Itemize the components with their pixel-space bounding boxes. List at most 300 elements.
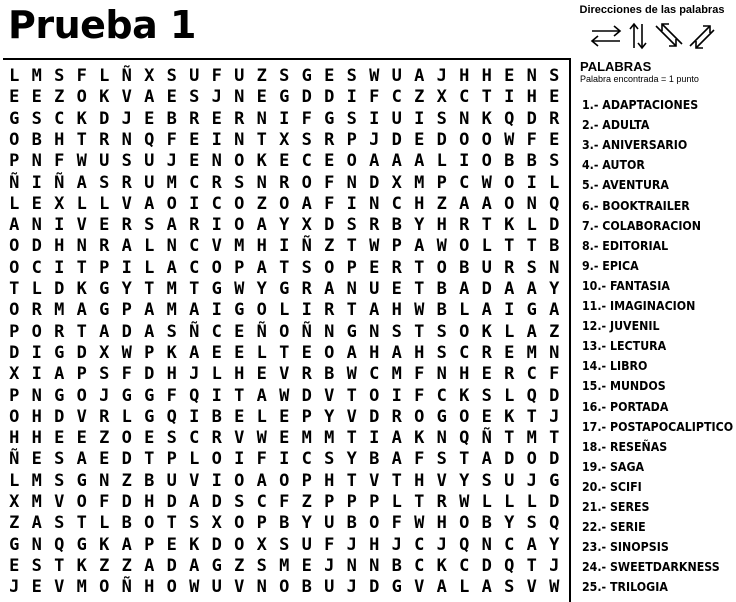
grid-cell[interactable]: N bbox=[99, 470, 110, 491]
grid-cell[interactable]: C bbox=[436, 385, 447, 406]
grid-cell[interactable]: O bbox=[279, 321, 290, 342]
grid-cell[interactable]: L bbox=[9, 66, 20, 86]
grid-cell[interactable]: P bbox=[301, 406, 312, 427]
grid-cell[interactable]: B bbox=[369, 449, 380, 470]
grid-cell[interactable]: I bbox=[211, 470, 222, 491]
grid-cell[interactable]: Z bbox=[256, 66, 267, 86]
grid-cell[interactable]: V bbox=[121, 193, 132, 214]
grid-cell[interactable]: I bbox=[234, 449, 245, 470]
grid-cell[interactable]: A bbox=[391, 428, 402, 449]
grid-cell[interactable]: H bbox=[369, 534, 380, 555]
grid-cell[interactable]: N bbox=[549, 342, 560, 363]
grid-cell[interactable]: A bbox=[481, 577, 492, 598]
grid-cell[interactable]: E bbox=[9, 87, 20, 108]
grid-cell[interactable]: S bbox=[481, 385, 492, 406]
grid-cell[interactable]: S bbox=[301, 257, 312, 278]
grid-cell[interactable]: I bbox=[459, 151, 470, 172]
grid-cell[interactable]: P bbox=[234, 257, 245, 278]
grid-cell[interactable]: C bbox=[391, 87, 402, 108]
grid-cell[interactable]: V bbox=[121, 87, 132, 108]
grid-cell[interactable]: E bbox=[256, 87, 267, 108]
grid-cell[interactable]: D bbox=[549, 492, 560, 512]
grid-cell[interactable]: Q bbox=[504, 108, 515, 129]
grid-cell[interactable]: L bbox=[144, 257, 155, 278]
grid-cell[interactable]: R bbox=[189, 215, 200, 236]
grid-cell[interactable]: D bbox=[481, 279, 492, 299]
grid-cell[interactable]: E bbox=[166, 534, 177, 555]
grid-cell[interactable]: S bbox=[31, 108, 42, 129]
grid-cell[interactable]: B bbox=[391, 215, 402, 236]
grid-cell[interactable]: O bbox=[9, 257, 20, 278]
grid-cell[interactable]: B bbox=[436, 300, 447, 321]
grid-cell[interactable]: D bbox=[549, 449, 560, 470]
grid-cell[interactable]: S bbox=[166, 321, 177, 342]
grid-cell[interactable]: B bbox=[211, 406, 222, 427]
grid-cell[interactable]: Ñ bbox=[256, 321, 267, 342]
grid-cell[interactable]: T bbox=[256, 129, 267, 150]
grid-cell[interactable]: E bbox=[189, 129, 200, 150]
grid-cell[interactable]: W bbox=[76, 151, 87, 172]
grid-cell[interactable]: T bbox=[54, 555, 65, 576]
grid-cell[interactable]: L bbox=[481, 236, 492, 257]
grid-cell[interactable]: Ñ bbox=[301, 236, 312, 257]
grid-cell[interactable]: S bbox=[99, 364, 110, 385]
grid-cell[interactable]: K bbox=[504, 406, 515, 427]
grid-cell[interactable]: R bbox=[459, 215, 470, 236]
grid-cell[interactable]: U bbox=[144, 151, 155, 172]
grid-cell[interactable]: Y bbox=[279, 215, 290, 236]
grid-cell[interactable]: S bbox=[144, 215, 155, 236]
grid-cell[interactable]: L bbox=[211, 364, 222, 385]
grid-cell[interactable]: N bbox=[256, 108, 267, 129]
grid-cell[interactable]: O bbox=[459, 513, 470, 534]
grid-cell[interactable]: S bbox=[54, 66, 65, 86]
grid-cell[interactable]: Z bbox=[324, 236, 335, 257]
grid-cell[interactable]: B bbox=[459, 257, 470, 278]
grid-cell[interactable]: V bbox=[54, 492, 65, 512]
grid-cell[interactable]: S bbox=[54, 449, 65, 470]
grid-cell[interactable]: A bbox=[166, 215, 177, 236]
grid-cell[interactable]: L bbox=[189, 449, 200, 470]
grid-cell[interactable]: H bbox=[459, 66, 470, 86]
grid-cell[interactable]: N bbox=[369, 321, 380, 342]
grid-cell[interactable]: F bbox=[414, 385, 425, 406]
grid-cell[interactable]: Z bbox=[121, 555, 132, 576]
grid-cell[interactable]: Z bbox=[549, 321, 560, 342]
grid-cell[interactable]: I bbox=[31, 364, 42, 385]
grid-cell[interactable]: H bbox=[436, 513, 447, 534]
grid-cell[interactable]: A bbox=[369, 300, 380, 321]
grid-cell[interactable]: J bbox=[549, 406, 560, 427]
grid-cell[interactable]: P bbox=[144, 342, 155, 363]
grid-cell[interactable]: A bbox=[256, 257, 267, 278]
grid-cell[interactable]: E bbox=[324, 151, 335, 172]
grid-cell[interactable]: O bbox=[436, 257, 447, 278]
grid-cell[interactable]: J bbox=[211, 87, 222, 108]
grid-cell[interactable]: X bbox=[99, 342, 110, 363]
grid-cell[interactable]: E bbox=[301, 342, 312, 363]
grid-cell[interactable]: Y bbox=[121, 279, 132, 299]
grid-cell[interactable]: O bbox=[459, 236, 470, 257]
grid-cell[interactable]: R bbox=[549, 108, 560, 129]
grid-cell[interactable]: S bbox=[234, 172, 245, 193]
grid-cell[interactable]: R bbox=[189, 108, 200, 129]
grid-cell[interactable]: N bbox=[31, 534, 42, 555]
grid-cell[interactable]: A bbox=[144, 87, 155, 108]
grid-cell[interactable]: H bbox=[391, 300, 402, 321]
grid-cell[interactable]: J bbox=[549, 555, 560, 576]
grid-cell[interactable]: T bbox=[346, 236, 357, 257]
grid-cell[interactable]: C bbox=[31, 257, 42, 278]
grid-cell[interactable]: N bbox=[369, 555, 380, 576]
grid-cell[interactable]: N bbox=[481, 534, 492, 555]
grid-cell[interactable]: K bbox=[166, 342, 177, 363]
grid-cell[interactable]: R bbox=[99, 406, 110, 427]
grid-cell[interactable]: H bbox=[54, 236, 65, 257]
grid-cell[interactable]: I bbox=[391, 385, 402, 406]
grid-cell[interactable]: K bbox=[76, 108, 87, 129]
grid-cell[interactable]: N bbox=[459, 108, 470, 129]
grid-cell[interactable]: Y bbox=[549, 534, 560, 555]
grid-cell[interactable]: B bbox=[549, 236, 560, 257]
grid-cell[interactable]: R bbox=[301, 364, 312, 385]
grid-cell[interactable]: R bbox=[301, 279, 312, 299]
grid-cell[interactable]: L bbox=[279, 300, 290, 321]
grid-cell[interactable]: L bbox=[526, 492, 537, 512]
grid-cell[interactable]: I bbox=[189, 406, 200, 427]
grid-cell[interactable]: L bbox=[99, 513, 110, 534]
grid-cell[interactable]: R bbox=[481, 342, 492, 363]
grid-cell[interactable]: E bbox=[31, 193, 42, 214]
grid-cell[interactable]: G bbox=[324, 108, 335, 129]
grid-cell[interactable]: E bbox=[211, 108, 222, 129]
grid-cell[interactable]: H bbox=[9, 428, 20, 449]
grid-cell[interactable]: N bbox=[346, 279, 357, 299]
grid-cell[interactable]: O bbox=[166, 193, 177, 214]
grid-cell[interactable]: X bbox=[211, 513, 222, 534]
grid-cell[interactable]: T bbox=[549, 428, 560, 449]
grid-cell[interactable]: A bbox=[391, 449, 402, 470]
grid-cell[interactable]: V bbox=[54, 577, 65, 598]
grid-cell[interactable]: C bbox=[256, 492, 267, 512]
grid-cell[interactable]: R bbox=[279, 172, 290, 193]
grid-cell[interactable]: K bbox=[189, 534, 200, 555]
grid-cell[interactable]: O bbox=[481, 129, 492, 150]
grid-cell[interactable]: F bbox=[301, 108, 312, 129]
grid-cell[interactable]: O bbox=[234, 470, 245, 491]
grid-cell[interactable]: F bbox=[256, 449, 267, 470]
grid-cell[interactable]: L bbox=[256, 342, 267, 363]
grid-cell[interactable]: T bbox=[234, 385, 245, 406]
grid-cell[interactable]: G bbox=[54, 385, 65, 406]
grid-cell[interactable]: U bbox=[234, 66, 245, 86]
grid-cell[interactable]: A bbox=[436, 577, 447, 598]
grid-cell[interactable]: L bbox=[9, 470, 20, 491]
grid-cell[interactable]: L bbox=[459, 577, 470, 598]
grid-cell[interactable]: E bbox=[391, 279, 402, 299]
grid-cell[interactable]: T bbox=[346, 428, 357, 449]
grid-cell[interactable]: K bbox=[481, 321, 492, 342]
grid-cell[interactable]: L bbox=[436, 151, 447, 172]
grid-cell[interactable]: I bbox=[211, 385, 222, 406]
grid-cell[interactable]: E bbox=[279, 151, 290, 172]
grid-cell[interactable]: Ñ bbox=[54, 172, 65, 193]
grid-cell[interactable]: J bbox=[324, 555, 335, 576]
grid-cell[interactable]: U bbox=[391, 66, 402, 86]
grid-cell[interactable]: A bbox=[189, 555, 200, 576]
grid-cell[interactable]: I bbox=[54, 215, 65, 236]
grid-cell[interactable]: E bbox=[279, 428, 290, 449]
grid-cell[interactable]: G bbox=[211, 279, 222, 299]
grid-cell[interactable]: V bbox=[324, 385, 335, 406]
grid-cell[interactable]: L bbox=[31, 279, 42, 299]
grid-cell[interactable]: Ñ bbox=[121, 577, 132, 598]
grid-cell[interactable]: K bbox=[504, 215, 515, 236]
grid-cell[interactable]: T bbox=[144, 279, 155, 299]
grid-cell[interactable]: D bbox=[31, 236, 42, 257]
grid-cell[interactable]: W bbox=[481, 172, 492, 193]
grid-cell[interactable]: A bbox=[121, 236, 132, 257]
grid-cell[interactable]: H bbox=[414, 342, 425, 363]
grid-cell[interactable]: A bbox=[166, 257, 177, 278]
grid-cell[interactable]: H bbox=[166, 364, 177, 385]
grid-cell[interactable]: Q bbox=[459, 428, 470, 449]
grid-cell[interactable]: D bbox=[166, 492, 177, 512]
grid-cell[interactable]: S bbox=[301, 129, 312, 150]
grid-cell[interactable]: P bbox=[144, 534, 155, 555]
grid-cell[interactable]: N bbox=[324, 321, 335, 342]
grid-cell[interactable]: Y bbox=[301, 513, 312, 534]
grid-cell[interactable]: S bbox=[504, 577, 515, 598]
grid-cell[interactable]: O bbox=[459, 129, 470, 150]
grid-cell[interactable]: W bbox=[459, 492, 470, 512]
grid-cell[interactable]: G bbox=[99, 300, 110, 321]
grid-cell[interactable]: C bbox=[189, 257, 200, 278]
grid-cell[interactable]: K bbox=[481, 108, 492, 129]
grid-cell[interactable]: O bbox=[166, 577, 177, 598]
grid-cell[interactable]: S bbox=[526, 257, 537, 278]
grid-cell[interactable]: U bbox=[324, 577, 335, 598]
grid-cell[interactable]: Q bbox=[189, 385, 200, 406]
grid-cell[interactable]: D bbox=[369, 172, 380, 193]
grid-cell[interactable]: V bbox=[526, 577, 537, 598]
grid-cell[interactable]: J bbox=[189, 364, 200, 385]
grid-cell[interactable]: K bbox=[414, 428, 425, 449]
grid-cell[interactable]: O bbox=[324, 342, 335, 363]
grid-cell[interactable]: B bbox=[121, 513, 132, 534]
grid-cell[interactable]: S bbox=[436, 449, 447, 470]
grid-cell[interactable]: C bbox=[211, 193, 222, 214]
grid-cell[interactable]: G bbox=[9, 534, 20, 555]
grid-cell[interactable]: A bbox=[459, 279, 470, 299]
grid-cell[interactable]: A bbox=[76, 172, 87, 193]
grid-cell[interactable]: W bbox=[414, 513, 425, 534]
grid-cell[interactable]: J bbox=[436, 66, 447, 86]
grid-cell[interactable]: R bbox=[391, 257, 402, 278]
grid-cell[interactable]: I bbox=[279, 449, 290, 470]
grid-cell[interactable]: E bbox=[144, 108, 155, 129]
grid-cell[interactable]: Z bbox=[9, 513, 20, 534]
grid-cell[interactable]: S bbox=[256, 555, 267, 576]
grid-cell[interactable]: P bbox=[76, 364, 87, 385]
grid-cell[interactable]: T bbox=[189, 279, 200, 299]
grid-cell[interactable]: S bbox=[526, 513, 537, 534]
grid-cell[interactable]: S bbox=[436, 342, 447, 363]
grid-cell[interactable]: M bbox=[166, 172, 177, 193]
grid-cell[interactable]: J bbox=[369, 129, 380, 150]
grid-cell[interactable]: O bbox=[301, 172, 312, 193]
grid-cell[interactable]: N bbox=[31, 215, 42, 236]
grid-cell[interactable]: N bbox=[549, 257, 560, 278]
grid-cell[interactable]: Q bbox=[166, 406, 177, 427]
grid-cell[interactable]: T bbox=[414, 321, 425, 342]
grid-cell[interactable]: B bbox=[346, 513, 357, 534]
grid-cell[interactable]: D bbox=[301, 87, 312, 108]
grid-cell[interactable]: O bbox=[279, 577, 290, 598]
grid-cell[interactable]: Y bbox=[256, 279, 267, 299]
grid-cell[interactable]: O bbox=[279, 193, 290, 214]
grid-cell[interactable]: T bbox=[414, 279, 425, 299]
grid-cell[interactable]: H bbox=[144, 577, 155, 598]
grid-cell[interactable]: V bbox=[414, 577, 425, 598]
grid-cell[interactable]: A bbox=[31, 513, 42, 534]
grid-cell[interactable]: O bbox=[504, 193, 515, 214]
grid-cell[interactable]: D bbox=[391, 129, 402, 150]
grid-cell[interactable]: M bbox=[31, 470, 42, 491]
grid-cell[interactable]: A bbox=[526, 534, 537, 555]
grid-cell[interactable]: A bbox=[301, 193, 312, 214]
grid-cell[interactable]: Z bbox=[414, 87, 425, 108]
grid-cell[interactable]: O bbox=[9, 129, 20, 150]
grid-cell[interactable]: E bbox=[31, 87, 42, 108]
grid-cell[interactable]: H bbox=[31, 406, 42, 427]
grid-cell[interactable]: A bbox=[369, 151, 380, 172]
grid-cell[interactable]: C bbox=[504, 534, 515, 555]
grid-cell[interactable]: R bbox=[31, 300, 42, 321]
grid-cell[interactable]: A bbox=[391, 151, 402, 172]
grid-cell[interactable]: H bbox=[54, 129, 65, 150]
grid-cell[interactable]: P bbox=[346, 492, 357, 512]
grid-cell[interactable]: E bbox=[414, 129, 425, 150]
grid-cell[interactable]: O bbox=[9, 236, 20, 257]
grid-cell[interactable]: D bbox=[504, 449, 515, 470]
grid-cell[interactable]: U bbox=[166, 470, 177, 491]
grid-cell[interactable]: E bbox=[76, 428, 87, 449]
grid-cell[interactable]: O bbox=[76, 385, 87, 406]
grid-cell[interactable]: W bbox=[549, 577, 560, 598]
grid-cell[interactable]: Y bbox=[324, 406, 335, 427]
grid-cell[interactable]: Z bbox=[54, 87, 65, 108]
grid-cell[interactable]: T bbox=[166, 513, 177, 534]
grid-cell[interactable]: O bbox=[144, 513, 155, 534]
grid-cell[interactable]: T bbox=[76, 321, 87, 342]
grid-cell[interactable]: G bbox=[301, 66, 312, 86]
grid-cell[interactable]: S bbox=[436, 108, 447, 129]
grid-cell[interactable]: Ñ bbox=[9, 172, 20, 193]
grid-cell[interactable]: X bbox=[9, 492, 20, 512]
grid-cell[interactable]: G bbox=[526, 300, 537, 321]
grid-cell[interactable]: P bbox=[9, 321, 20, 342]
grid-cell[interactable]: A bbox=[144, 321, 155, 342]
grid-cell[interactable]: F bbox=[99, 492, 110, 512]
grid-cell[interactable]: H bbox=[256, 236, 267, 257]
grid-cell[interactable]: M bbox=[324, 428, 335, 449]
grid-cell[interactable]: F bbox=[166, 129, 177, 150]
grid-cell[interactable]: Z bbox=[99, 428, 110, 449]
grid-cell[interactable]: U bbox=[481, 257, 492, 278]
grid-cell[interactable]: G bbox=[76, 470, 87, 491]
grid-cell[interactable]: D bbox=[369, 406, 380, 427]
grid-cell[interactable]: A bbox=[189, 342, 200, 363]
grid-cell[interactable]: Ñ bbox=[301, 321, 312, 342]
grid-cell[interactable]: S bbox=[346, 108, 357, 129]
grid-cell[interactable]: O bbox=[76, 87, 87, 108]
grid-cell[interactable]: P bbox=[391, 236, 402, 257]
grid-cell[interactable]: M bbox=[166, 300, 177, 321]
grid-cell[interactable]: I bbox=[189, 193, 200, 214]
grid-cell[interactable]: A bbox=[391, 342, 402, 363]
grid-cell[interactable]: D bbox=[324, 87, 335, 108]
grid-cell[interactable]: P bbox=[301, 470, 312, 491]
grid-cell[interactable]: W bbox=[436, 236, 447, 257]
grid-cell[interactable]: T bbox=[346, 470, 357, 491]
grid-cell[interactable]: I bbox=[346, 193, 357, 214]
grid-cell[interactable]: I bbox=[54, 257, 65, 278]
grid-cell[interactable]: D bbox=[211, 492, 222, 512]
grid-cell[interactable]: E bbox=[99, 449, 110, 470]
grid-cell[interactable]: V bbox=[76, 215, 87, 236]
grid-cell[interactable]: I bbox=[279, 108, 290, 129]
grid-cell[interactable]: N bbox=[346, 555, 357, 576]
grid-cell[interactable]: S bbox=[54, 513, 65, 534]
grid-cell[interactable]: O bbox=[234, 513, 245, 534]
grid-cell[interactable]: F bbox=[324, 534, 335, 555]
grid-cell[interactable]: E bbox=[301, 555, 312, 576]
grid-cell[interactable]: W bbox=[369, 236, 380, 257]
grid-cell[interactable]: O bbox=[234, 534, 245, 555]
grid-cell[interactable]: Y bbox=[414, 215, 425, 236]
grid-cell[interactable]: I bbox=[414, 108, 425, 129]
grid-cell[interactable]: F bbox=[391, 513, 402, 534]
grid-cell[interactable]: P bbox=[256, 513, 267, 534]
grid-cell[interactable]: T bbox=[76, 257, 87, 278]
grid-cell[interactable]: F bbox=[121, 364, 132, 385]
grid-cell[interactable]: N bbox=[346, 172, 357, 193]
grid-cell[interactable]: E bbox=[144, 428, 155, 449]
grid-cell[interactable]: S bbox=[549, 151, 560, 172]
grid-cell[interactable]: Ñ bbox=[121, 66, 132, 86]
grid-cell[interactable]: X bbox=[279, 129, 290, 150]
grid-cell[interactable]: L bbox=[391, 492, 402, 512]
grid-cell[interactable]: R bbox=[121, 172, 132, 193]
grid-cell[interactable]: T bbox=[279, 342, 290, 363]
grid-cell[interactable]: P bbox=[121, 300, 132, 321]
grid-cell[interactable]: D bbox=[54, 406, 65, 427]
grid-cell[interactable]: C bbox=[301, 449, 312, 470]
grid-cell[interactable]: R bbox=[436, 492, 447, 512]
grid-cell[interactable]: L bbox=[144, 236, 155, 257]
grid-cell[interactable]: S bbox=[391, 321, 402, 342]
grid-cell[interactable]: E bbox=[31, 577, 42, 598]
grid-cell[interactable]: M bbox=[76, 577, 87, 598]
grid-cell[interactable]: T bbox=[526, 236, 537, 257]
grid-cell[interactable]: R bbox=[99, 129, 110, 150]
grid-cell[interactable]: T bbox=[346, 300, 357, 321]
grid-cell[interactable]: C bbox=[54, 108, 65, 129]
grid-cell[interactable]: G bbox=[346, 321, 357, 342]
grid-cell[interactable]: R bbox=[324, 129, 335, 150]
grid-cell[interactable]: O bbox=[346, 151, 357, 172]
